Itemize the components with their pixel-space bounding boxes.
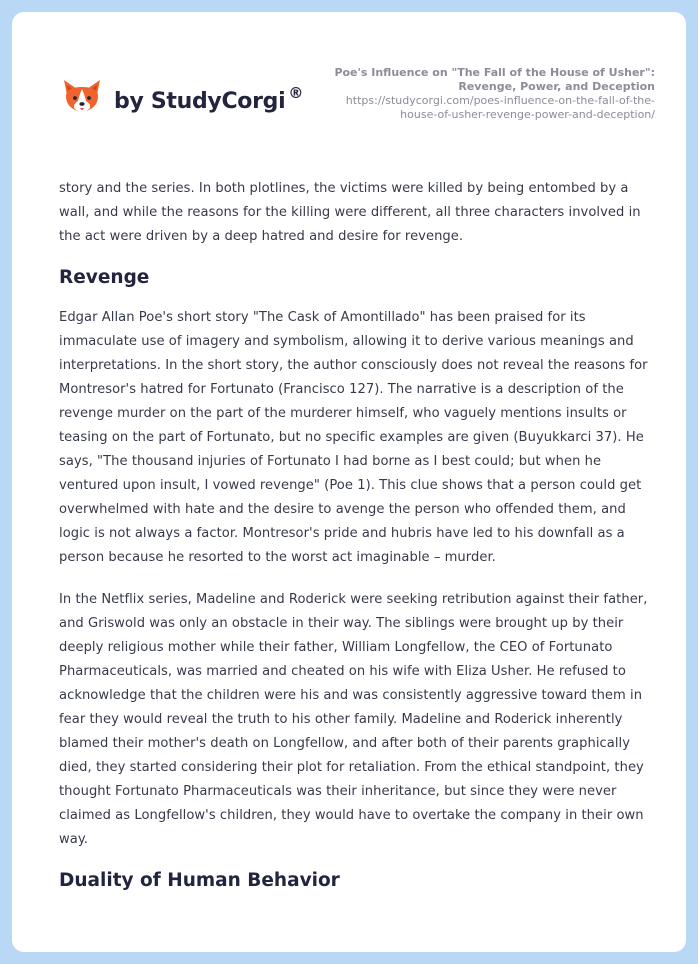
logo-wordmark: by StudyCorgi bbox=[114, 88, 286, 114]
logo-text bbox=[114, 83, 304, 114]
registered-mark: ® bbox=[288, 83, 304, 102]
revenge-paragraph-1: Edgar Allan Poe's short story "The Cask of Amontillado" has been praised for its immaculate use of imagery and symbolism, allowing it to derive various meanings and interpretations. In the short story, the author consciously does not reveal the reasons for Montresor's hatred for Fortunato (Francisco 127). The narrative is a description of the revenge murder on the part of the murderer himself, who vaguely mentions insults or teasing on the part of Fortunato, but no specific examples are given (Buyukkarci 37). He says, "The thousand injuries of Fortunato I had borne as I best could; but when he ventured upon insult, I vowed revenge" (Poe 1). This clue shows that a person could get overwhelmed with hate and the desire to avenge the person who offended them, and logic is not always a factor. Montresor's pride and hubris have led to his downfall as a person because he resorted to the worst act imaginable – murder. bbox=[59, 310, 648, 565]
section-heading-revenge: Revenge bbox=[59, 267, 150, 288]
document-url[interactable]: https://studycorgi.com/poes-influence-on-the-fall-of-the-house-of-usher-revenge-power-and-deception/ bbox=[345, 94, 655, 121]
revenge-paragraph-2: In the Netflix series, Madeline and Roderick were seeking retribution against their father, and Griswold was only an obstacle in their way. The siblings were brought up by their deeply religious mother while their father, William Longfellow, the CEO of Fortunato Pharmaceuticals, was married and cheated on his wife with Eliza Usher. He refused to acknowledge that the children were his and was consistently aggressive toward them in fear they would reveal the truth to his other family. Madeline and Roderick inherently blamed their mother's death on Longfellow, and after both of their parents graphically died, they started considering their plot for retaliation. From the ethical standpoint, they thought Fortunato Pharmaceuticals was their inheritance, but since they were never claimed as Longfellow's children, they would have to overtake the company in their own way. bbox=[59, 592, 648, 847]
document-page bbox=[12, 12, 686, 952]
document-meta bbox=[315, 66, 655, 122]
corgi-icon bbox=[60, 76, 104, 120]
studycorgi-logo[interactable] bbox=[60, 76, 303, 120]
document-title: Poe's Influence on "The Fall of the House of Usher": Revenge, Power, and Deception bbox=[334, 66, 655, 93]
section-heading-duality: Duality of Human Behavior bbox=[59, 870, 340, 891]
page-header bbox=[12, 12, 686, 152]
intro-paragraph: story and the series. In both plotlines, the victims were killed by being entombed by a wall, and while the reasons for the killing were different, all three characters involved in the act were driven by a deep hatred and desire for revenge. bbox=[59, 181, 641, 244]
article-body bbox=[59, 177, 659, 893]
